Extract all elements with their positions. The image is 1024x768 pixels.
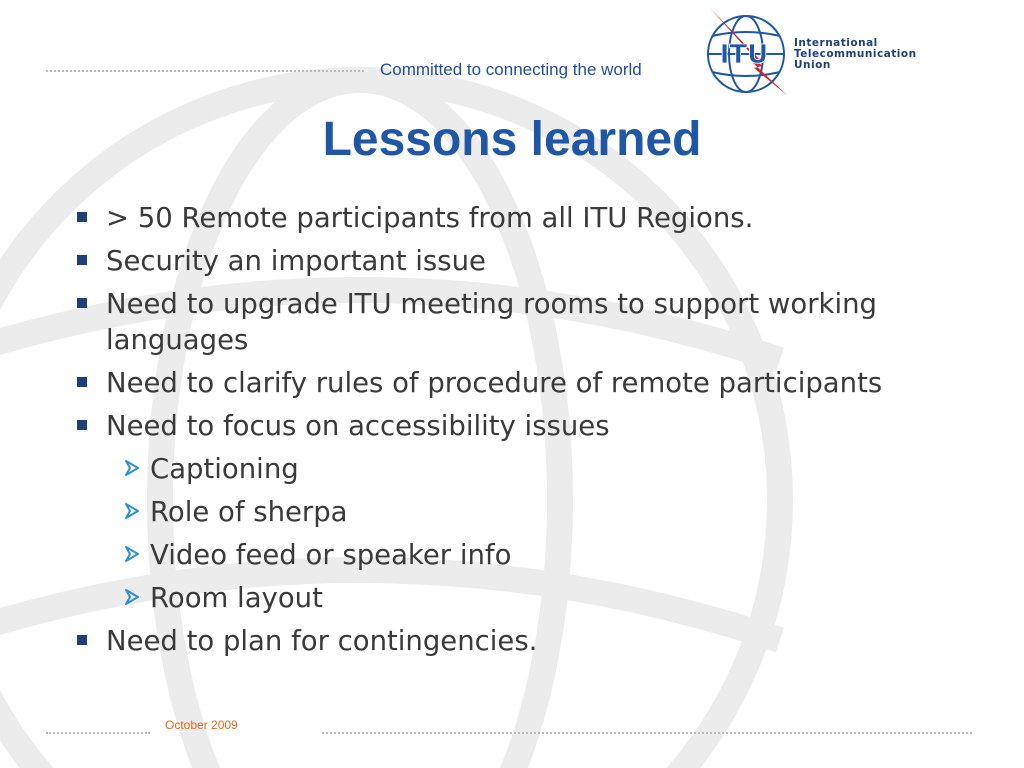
- header-divider-left: [46, 70, 364, 72]
- logo-text: ITU: [719, 40, 769, 70]
- bullet-item: [74, 200, 974, 236]
- sub-bullet-item: [74, 451, 974, 487]
- bullet-text: Video feed or speaker info: [150, 539, 512, 571]
- arrow-bullet-icon: [122, 501, 142, 521]
- bullet-text: Captioning: [150, 453, 299, 485]
- bullet-item: [74, 623, 974, 659]
- footer-divider-right: [322, 732, 972, 734]
- bullet-item: [74, 243, 974, 279]
- bullet-text: Room layout: [150, 582, 323, 614]
- org-name-line: Union: [794, 59, 831, 71]
- bullet-text: Need to plan for contingencies.: [106, 625, 538, 657]
- sub-bullet-item: [74, 494, 974, 530]
- org-name: [794, 38, 917, 71]
- square-bullet-icon: [77, 420, 87, 430]
- bullet-item: [74, 365, 974, 401]
- bullet-text: Need to clarify rules of procedure of remote participants: [106, 367, 883, 399]
- arrow-bullet-icon: [122, 458, 142, 478]
- bullet-list: [74, 200, 974, 666]
- square-bullet-icon: [77, 377, 87, 387]
- square-bullet-icon: [77, 212, 87, 222]
- square-bullet-icon: [77, 635, 87, 645]
- tagline: Committed to connecting the world: [380, 60, 642, 79]
- bullet-item: [74, 286, 974, 358]
- arrow-bullet-icon: [122, 544, 142, 564]
- arrow-bullet-icon: [122, 587, 142, 607]
- slide-title: Lessons learned: [322, 113, 702, 166]
- itu-logo: [700, 0, 800, 100]
- bullet-text: Need to focus on accessibility issues: [106, 410, 610, 442]
- bullet-text: Role of sherpa: [150, 496, 348, 528]
- org-name-line: International: [794, 37, 878, 49]
- square-bullet-icon: [77, 298, 87, 308]
- bullet-text: Need to upgrade ITU meeting rooms to support working languages: [106, 288, 877, 356]
- sub-bullet-item: [74, 537, 974, 573]
- bullet-item: [74, 408, 974, 444]
- bullet-text: Security an important issue: [106, 245, 486, 277]
- org-name-line: Telecommunication: [794, 48, 917, 60]
- sub-bullet-item: [74, 580, 974, 616]
- footer-divider-left: [46, 732, 150, 734]
- footer-date: October 2009: [165, 718, 238, 732]
- bullet-text: > 50 Remote participants from all ITU Regions.: [106, 202, 754, 234]
- square-bullet-icon: [77, 255, 87, 265]
